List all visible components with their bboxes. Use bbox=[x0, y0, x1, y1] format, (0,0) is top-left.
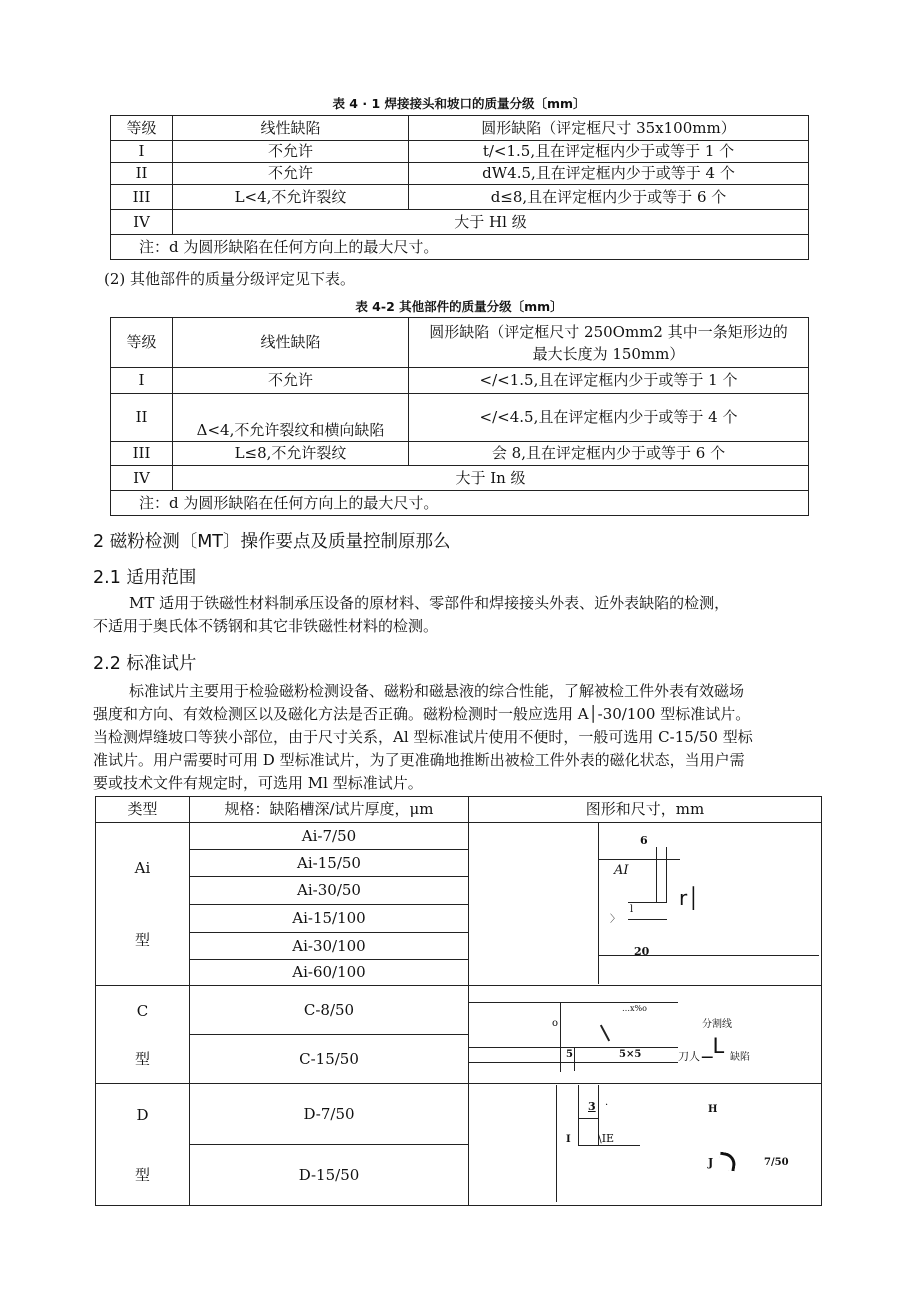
spec-cell: C-15/50 bbox=[190, 1035, 469, 1084]
table-row bbox=[111, 368, 809, 394]
fig-label: 20 bbox=[634, 945, 650, 958]
round-cell: t/<1.5,且在评定框内少于或等于 1 个 bbox=[409, 141, 809, 163]
spec-cell: D-7/50 bbox=[190, 1084, 469, 1145]
table1-header-linear: 线性缺陷 bbox=[173, 116, 409, 141]
fig-label: 6 bbox=[640, 834, 648, 847]
merged-cell: 大于 In 级 bbox=[173, 466, 809, 491]
grade-cell: III bbox=[111, 185, 173, 210]
table-row bbox=[111, 442, 809, 466]
spec-cell: Ai-15/100 bbox=[190, 905, 469, 933]
fig-line bbox=[468, 1047, 678, 1048]
table2-header-linear: 线性缺陷 bbox=[173, 318, 409, 368]
type-label: C bbox=[136, 1001, 149, 1020]
figure-cell-d bbox=[469, 1084, 822, 1206]
merged-cell: 大于 Hl 级 bbox=[173, 210, 809, 235]
round-cell: 会 8,且在评定框内少于或等于 6 个 bbox=[409, 442, 809, 466]
table-row bbox=[96, 823, 822, 850]
table2-caption: 表 4-2 其他部件的质量分级〔mm〕 bbox=[355, 299, 563, 314]
fig-line bbox=[578, 1085, 579, 1145]
type-suffix: 型 bbox=[134, 1049, 150, 1068]
table-row bbox=[111, 394, 809, 442]
spec-cell: Ai-7/50 bbox=[190, 823, 469, 850]
table3-header-spec: 规格：缺陷槽深/试片厚度，μm bbox=[190, 797, 469, 823]
spec-cell: D-15/50 bbox=[190, 1145, 469, 1206]
linear-cell: Δ<4,不允许裂纹和横向缺陷 bbox=[173, 394, 409, 442]
text-line: MT 适用于铁磁性材料制承压设备的原材料、零部件和焊接接头外表、近外表缺陷的检测， bbox=[129, 594, 730, 612]
section-2-title: 2 磁粉检测〔MT〕操作要点及质量控制原那么 bbox=[93, 532, 451, 552]
fig-line bbox=[556, 1085, 557, 1202]
text-line: 不适用于奥氏体不锈钢和其它非铁磁性材料的检测。 bbox=[93, 617, 439, 635]
round-cell: d≤8,且在评定框内少于或等于 6 个 bbox=[409, 185, 809, 210]
fig-label: 刀人 bbox=[678, 1050, 700, 1063]
fig-label: r│ bbox=[679, 886, 700, 910]
fig-line bbox=[574, 1047, 575, 1071]
round-cell: </<1.5,且在评定框内少于或等于 1 个 bbox=[409, 368, 809, 394]
text-line: 当检测焊缝坡口等狭小部位，由于尺寸关系，Al 型标准试片使用不便时，一般可选用 C-15/50 型标 bbox=[93, 728, 753, 746]
fig-label: · bbox=[605, 1100, 609, 1111]
fig-label: \IE bbox=[598, 1132, 615, 1145]
fig-label: 分割线 bbox=[702, 1019, 732, 1030]
spec-cell: Ai-30/100 bbox=[190, 933, 469, 960]
table2-note-row bbox=[111, 491, 809, 516]
table-row bbox=[111, 466, 809, 491]
fig-line bbox=[666, 847, 667, 903]
table-row bbox=[111, 163, 809, 185]
grade-cell: II bbox=[111, 163, 173, 185]
text-line: 强度和方向、有效检测区以及磁化方法是否正确。磁粉检测时一般应选用 A│-30/100 型标准试片。 bbox=[93, 705, 751, 723]
type-cell-c bbox=[96, 986, 190, 1084]
fig-label: 〉 bbox=[610, 914, 620, 925]
table3-header-row bbox=[96, 797, 822, 823]
table1-caption: 表 4 · 1 焊接接头和坡口的质量分级〔mm〕 bbox=[332, 96, 586, 111]
section-2-2-body bbox=[93, 680, 833, 795]
table1-note-row bbox=[111, 235, 809, 260]
fig-line bbox=[628, 902, 667, 903]
text-line: 标准试片主要用于检验磁粉检测设备、磁粉和磁悬液的综合性能，了解被检工件外表有效磁场 bbox=[129, 682, 745, 700]
round-cell: dW4.5,且在评定框内少于或等于 4 个 bbox=[409, 163, 809, 185]
table3-header-type: 类型 bbox=[96, 797, 190, 823]
type-label: D bbox=[136, 1105, 149, 1124]
fig-line bbox=[560, 1002, 561, 1072]
fig-label: I bbox=[566, 1134, 571, 1145]
table-row bbox=[111, 210, 809, 235]
table2-header-round-line1: 圆形缺陷（评定框尺寸 250Omm2 其中一条矩形边的 bbox=[429, 322, 788, 341]
section-2-1-title: 2.1 适用范围 bbox=[93, 568, 197, 588]
fig-label: 5 bbox=[566, 1049, 573, 1060]
fig-label: …x%o bbox=[622, 1004, 647, 1013]
text-line: 要或技术文件有规定时，可选用 Ml 型标准试片。 bbox=[93, 774, 423, 792]
table2-header-round bbox=[409, 318, 809, 368]
section-2-1-body bbox=[93, 592, 823, 638]
fig-label: 5×5 bbox=[619, 1049, 642, 1060]
table2-header-grade: 等级 bbox=[111, 318, 173, 368]
table-row bbox=[111, 185, 809, 210]
grade-cell: III bbox=[111, 442, 173, 466]
fig-label: l bbox=[630, 904, 634, 915]
grade-cell: IV bbox=[111, 466, 173, 491]
grade-cell: IV bbox=[111, 210, 173, 235]
fig-line bbox=[628, 919, 667, 920]
spec-cell: Ai-60/100 bbox=[190, 960, 469, 986]
fig-line bbox=[578, 1145, 640, 1146]
type-cell-d bbox=[96, 1084, 190, 1206]
spec-cell: C-8/50 bbox=[190, 986, 469, 1035]
fig-label: H bbox=[708, 1104, 718, 1115]
linear-cell: 不允许 bbox=[173, 163, 409, 185]
text-line: 准试片。用户需要时可用 D 型标准试片，为了更准确地推断出被检工件外表的磁化状态，当用户需 bbox=[93, 751, 745, 769]
table-row bbox=[111, 141, 809, 163]
fig-label: o bbox=[552, 1018, 559, 1029]
grade-cell: I bbox=[111, 141, 173, 163]
type-suffix: 型 bbox=[134, 931, 150, 949]
spec-cell: Ai-30/50 bbox=[190, 877, 469, 905]
fig-line bbox=[578, 1118, 599, 1119]
table1 bbox=[110, 115, 809, 260]
table2-header-round-line2: 最大长度为 150mm） bbox=[532, 344, 685, 363]
fig-label: 缺陷 bbox=[730, 1052, 750, 1063]
fig-label: J bbox=[708, 1156, 714, 1169]
linear-cell: L≤8,不允许裂纹 bbox=[173, 442, 409, 466]
linear-cell: 不允许 bbox=[173, 368, 409, 394]
spec-cell: Ai-15/50 bbox=[190, 850, 469, 877]
linear-cell: L<4,不允许裂纹 bbox=[173, 185, 409, 210]
fig-line bbox=[598, 822, 599, 984]
table2 bbox=[110, 317, 809, 516]
table1-header-row bbox=[111, 116, 809, 141]
paragraph-2: (2) 其他部件的质量分级评定见下表。 bbox=[104, 270, 356, 288]
table1-header-grade: 等级 bbox=[111, 116, 173, 141]
fig-line bbox=[468, 1002, 678, 1003]
fig-label: _L bbox=[702, 1034, 725, 1058]
type-cell-ai bbox=[96, 823, 190, 986]
table2-note: 注：d 为圆形缺陷在任何方向上的最大尺寸。 bbox=[111, 491, 809, 516]
grade-cell: II bbox=[111, 394, 173, 442]
fig-line bbox=[468, 1062, 678, 1063]
round-cell: </<4.5,且在评定框内少于或等于 4 个 bbox=[409, 394, 809, 442]
fig-line bbox=[598, 955, 819, 956]
fig-label: 7/50 bbox=[764, 1157, 789, 1168]
table3 bbox=[95, 796, 822, 1206]
fig-line bbox=[598, 859, 680, 860]
section-2-2-title: 2.2 标准试片 bbox=[93, 654, 197, 674]
table3-header-figure: 图形和尺寸，mm bbox=[469, 797, 822, 823]
table1-header-round: 圆形缺陷（评定框尺寸 35x100mm） bbox=[409, 116, 809, 141]
type-suffix: 型 bbox=[134, 1165, 150, 1184]
grade-cell: I bbox=[111, 368, 173, 394]
fig-label: AI bbox=[614, 863, 629, 878]
table2-header-row bbox=[111, 318, 809, 368]
fig-label: 3 bbox=[588, 1100, 596, 1113]
fig-line bbox=[656, 847, 657, 903]
table1-note: 注：d 为圆形缺陷在任何方向上的最大尺寸。 bbox=[111, 235, 809, 260]
type-label: Ai bbox=[134, 859, 151, 877]
figure-cell-c bbox=[469, 986, 822, 1084]
linear-cell: 不允许 bbox=[173, 141, 409, 163]
